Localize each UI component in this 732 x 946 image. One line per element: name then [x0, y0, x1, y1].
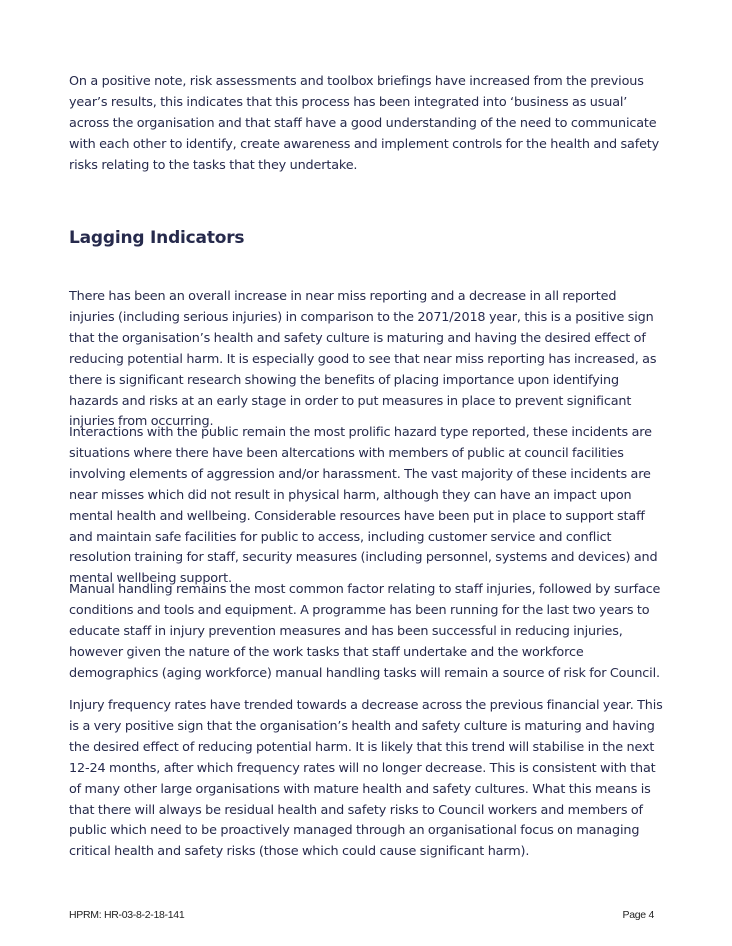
- paragraph-public-interactions: Interactions with the public remain the most prolific hazard type reported, these incidents are situations where there have been altercations with members of public at council facilities involving elements of aggression and/or harassment. The vast majority of these incidents are near misses which did not result in physical harm, although they can have an impact upon mental health and wellbeing. Considerable resources have been put in place to support staff and maintain safe facilities for public to access, including customer service and conflict resolution training for staff, security measures (including personnel, systems and devices) and mental wellbeing support.: [69, 425, 658, 587]
- paragraph-manual-handling: Manual handling remains the most common factor relating to staff injuries, followed by surface conditions and tools and equipment. A programme has been running for the last two years to educate staff in injury prevention measures and has been successful in reducing injuries, however given the nature of the work tasks that staff undertake and the workforce demographics (aging workforce) manual handling tasks will remain a source of risk for Council.: [69, 582, 661, 681]
- section-heading: Lagging Indicators: [69, 228, 245, 248]
- intro-paragraph: On a positive note, risk assessments and toolbox briefings have increased from the previous year’s results, this indicates that this process has been integrated into ‘business as usual’ across the organisation and that staff have a good understanding of the need to communicate with each other to identify, create awareness and implement controls for the health and safety risks relating to the tasks that they undertake.: [69, 74, 660, 173]
- paragraph-injury-frequency: Injury frequency rates have trended towards a decrease across the previous financial year. This is a very positive sign that the organisation’s health and safety culture is maturing and having the desired effect of reducing potential harm. It is likely that this trend will stabilise in the next 12-24 months, after which frequency rates will no longer decrease. This is consistent with that of many other large organisations with mature health and safety cultures. What this means is that there will always be residual health and safety risks to Council workers and members of public which need to be proactively managed through an organisational focus on managing critical health and safety risks (those which could cause significant harm).: [69, 698, 663, 860]
- footer-page-number: Page 4: [622, 909, 654, 921]
- footer-reference: HPRM: HR-03-8-2-18-141: [69, 909, 185, 921]
- paragraph-near-miss: There has been an overall increase in near miss reporting and a decrease in all reported injuries (including serious injuries) in comparison to the 2071/2018 year, this is a positive sign that the organisation’s health and safety culture is maturing and having the desired effect of reducing potential harm. It is especially good to see that near miss reporting has increased, as there is significant research showing the benefits of placing importance upon identifying hazards and risks at an early stage in order to put measures in place to prevent significant injuries from occurring.: [69, 289, 657, 430]
